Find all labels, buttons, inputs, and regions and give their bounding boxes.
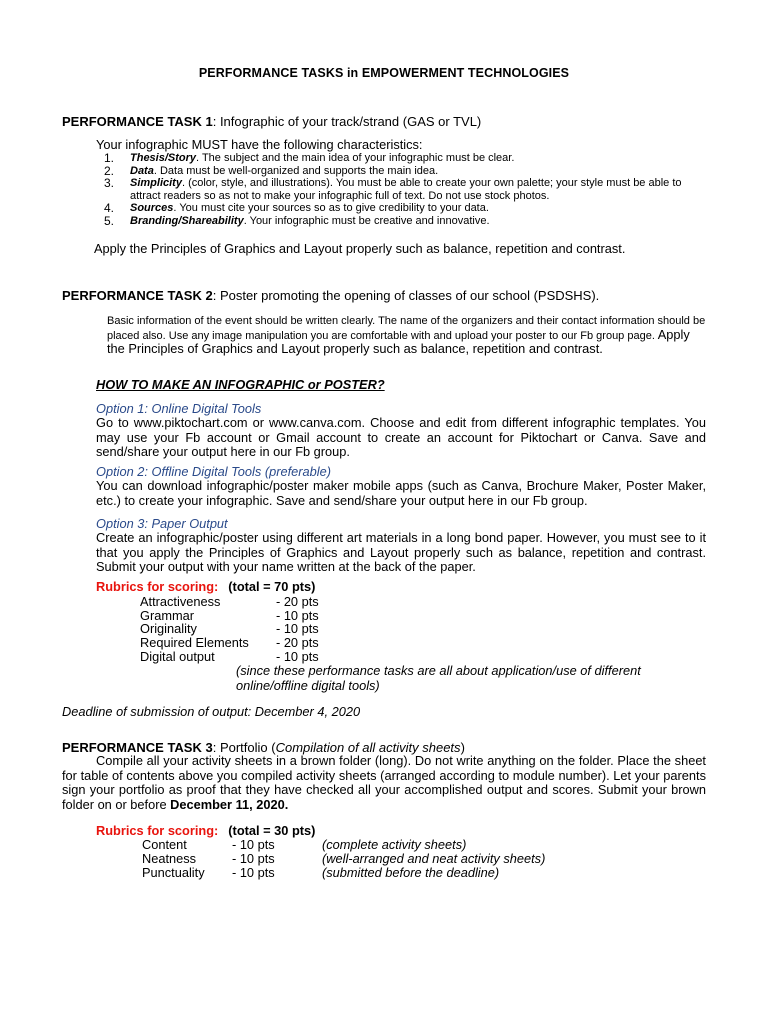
option2-title: Option 2: Offline Digital Tools (preferable): [96, 464, 331, 479]
task1-intro: Your infographic MUST have the following characteristics:: [96, 137, 423, 152]
list-item: 2. Data. Data must be well-organized and supports the main idea.: [104, 163, 439, 178]
list-item: 4. Sources. You must cite your sources so as to give credibility to your data.: [104, 201, 489, 216]
task3-rubrics-heading: [96, 824, 315, 839]
howto-heading: HOW TO MAKE AN INFOGRAPHIC or POSTER?: [96, 377, 385, 392]
task2-rubrics-total: (total = 70 pts): [228, 579, 316, 594]
task2-instructions: Basic information of the event should be written clearly. The name of the organizers and their contact information should be placed also. Use any image manipulation you are comfortable with and upload your poster to our Fb group page. Apply the Principles of Graphics and Layout properly such as balance, repetition and contrast.: [107, 315, 706, 357]
task3-rubrics-label: Rubrics for scoring:: [96, 823, 219, 838]
task2-rubrics-note: (since these performance tasks are all about application/use of different online/offline digital tools): [236, 663, 641, 693]
document-page: PERFORMANCE TASKS in EMPOWERMENT TECHNOLOGIES PERFORMANCE TASK 1: Infographic of your track/strand (GAS or TVL) Your infographic MUST have the following characteristics: 1. Thesis/Story. The subject and the main idea of your infographic must be clear. 2. Data. Data must be well-organized and supports the main idea. 3. Simplicity. (color, style, and illustrations). You must be able to create your own palette; your style must be able to attract readers so as not to make your infographic full of text. Do not use stock photos. 4. Sources. You must cite your sources so as to give credibility to your data. 5. Branding/Shareability. Your infographic must be creative and innovative. Apply the Principles of Graphics and Layout properly such as balance, repetition and contrast. PERFORMANCE TASK 2: Poster promoting the opening of classes of our school (PSDSHS). Basic information of the event should be written clearly. The name of the organizers and their contact information should be placed also. Use any image manipulation you are comfortable with and upload your poster to our Fb group page. Apply the Principles of Graphics and Layout properly such as balance, repetition and contrast. HOW TO MAKE AN INFOGRAPHIC or POSTER? Option 1: Online Digital Tools Go to www.piktochart.com or www.canva.com. Choose and edit from different infographic templates. You may use your Fb account or Gmail account to create an account for Piktochart or Canva. Save and send/share your output here in our Fb group. Option 2: Offline Digital Tools (preferable) You can download infographic/poster maker mobile apps (such as Canva, Brochure Maker, Poster Maker, etc.) to create your infographic. Save and send/share your output here in our Fb group. Option 3: Paper Output Create an infographic/poster using different art materials in a long bond paper. However, you must see to it that you apply the Principles of Graphics and Layout properly such as balance, repetition and contrast. Submit your output with your name written at the back of the paper. Rubrics for scoring: (total = 70 pts) Attractiveness - 20 pts Grammar - 10 pts Originality - 10 pts Required Elements - 20 pts Digital output - 10 pts (since these performance tasks are all about application/use of different online/offline digital tools) Deadline of submission of output: December 4, 2020 PERFORMANCE TASK 3: Portfolio (Compilation of all activity sheets) Compile all your activity sheets in a brown folder (long). Do not write anything on the folder. Place the sheet for table of contents above you compiled activity sheets (arranged according to module number). Let your parents sign your portfolio as proof that they have checked all your accomplished output and scores. Submit your brown folder on or before December 11, 2020. Rubrics for scoring: (total = 30 pts) Content - 10 pts (complete activity sheets) Neatness - 10 pts (well-arranged and neat activity sheets) Punctuality - 10 pts (submitted before the deadline): [0, 0, 768, 1024]
task2-heading: [62, 288, 599, 303]
task1-principles: Apply the Principles of Graphics and Layout properly such as balance, repetition and contrast.: [94, 241, 626, 256]
task1-description: : Infographic of your track/strand (GAS or TVL): [212, 114, 482, 129]
task2-rubrics-heading: [96, 580, 315, 595]
list-item: 1. Thesis/Story. The subject and the main idea of your infographic must be clear.: [104, 151, 515, 165]
task2-description: : Poster promoting the opening of classes of our school (PSDSHS).: [212, 288, 600, 303]
task2-label: PERFORMANCE TASK 2: [62, 288, 213, 303]
task1-heading: [62, 114, 481, 129]
list-item: 3. Simplicity. (color, style, and illustrations). You must be able to create your own palette; your style must be able to attract readers so as not to make your infographic full of text. Do not use stock photos.: [104, 176, 682, 202]
option3-text: Create an infographic/poster using different art materials in a long bond paper. However, you must see to it that you apply the Principles of Graphics and Layout properly such as balance, repetition and contrast. Submit your output with your name written at the back of the paper.: [96, 530, 706, 574]
option2-text: You can download infographic/poster maker mobile apps (such as Canva, Brochure Maker, Poster Maker, etc.) to create your infographic. Save and send/share your output here in our Fb group.: [96, 478, 706, 508]
task1-characteristics-list: [104, 152, 708, 228]
option1-title: Option 1: Online Digital Tools: [96, 401, 262, 416]
task3-heading: PERFORMANCE TASK 3: Portfolio (Compilation of all activity sheets): [62, 740, 465, 755]
option1-text: Go to www.piktochart.com or www.canva.com. Choose and edit from different infographic templates. You may use your Fb account or Gmail account to create an account for Piktochart or Canva. Save and send/share your output here in our Fb group.: [96, 415, 706, 459]
task3-body: Compile all your activity sheets in a brown folder (long). Do not write anything on the folder. Place the sheet for table of contents above you compiled activity sheets (arranged according to module number). Let your parents sign your portfolio as proof that they have checked all your accomplished output and scores. Submit your brown folder on or before December 11, 2020.: [62, 753, 706, 812]
document-title: PERFORMANCE TASKS in EMPOWERMENT TECHNOLOGIES: [198, 66, 570, 80]
task2-deadline: Deadline of submission of output: December 4, 2020: [62, 704, 361, 719]
task3-label: PERFORMANCE TASK 3: [62, 740, 213, 755]
task2-rubrics-label: Rubrics for scoring:: [96, 579, 219, 594]
task3-rubrics-total: (total = 30 pts): [228, 823, 316, 838]
option3-title: Option 3: Paper Output: [96, 516, 228, 531]
list-item: 5. Branding/Shareability. Your infographic must be creative and innovative.: [104, 213, 490, 228]
task1-label: PERFORMANCE TASK 1: [62, 114, 213, 129]
